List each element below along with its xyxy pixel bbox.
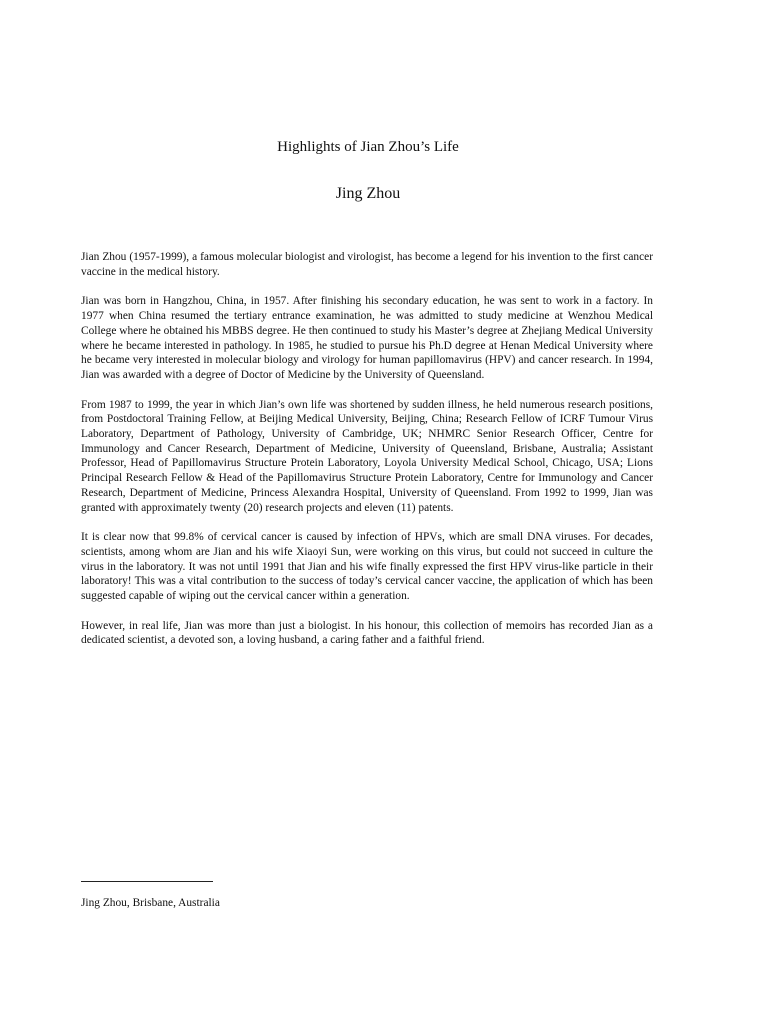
paragraph-hpv-research: It is clear now that 99.8% of cervical cancer is caused by infection of HPVs, which are small DNA viruses. For decades, scientists, among whom are Jian and his wife Xiaoyi Sun, were working on this virus, but could not succeed in culture the virus in the laboratory. It was not until 1991 that Jian and his wife finally expressed the first HPV virus-like particle in their laboratory! This was a vital contribution to the success of today’s cervical cancer vaccine, the application of which has been suggested capable of wiping out the cervical cancer within a generation. xyxy=(81,531,653,603)
paragraph-intro: Jian Zhou (1957-1999), a famous molecular biologist and virologist, has become a legend for his invention to the first cancer vaccine in the medical history. xyxy=(81,251,653,278)
document-title: Highlights of Jian Zhou’s Life xyxy=(277,139,459,155)
paragraph-personal: However, in real life, Jian was more than just a biologist. In his honour, this collection of memoirs has recorded Jian as a dedicated scientist, a devoted son, a loving husband, a caring father and a faithful friend. xyxy=(81,619,653,647)
footnote-divider xyxy=(81,881,213,882)
author-name: Jing Zhou xyxy=(335,185,401,202)
paragraph-career: From 1987 to 1999, the year in which Jian’s own life was shortened by sudden illness, he held numerous research positions, from Postdoctoral Training Fellow, at Beijing Medical University, Beijing, China; Research Fellow of ICRF Tumour Virus Laboratory, Department of Pathology, University of Cambridge, UK; NHMRC Senior Research Officer, Centre for Immunology and Cancer Research, Department of Medicine, University of Queensland, Brisbane, Australia; Assistant Professor, Head of Papillomavirus Structure Protein Laboratory, Loyola University Medical School, Chicago, USA; Lions Principal Research Fellow & Head of the Papillomavirus Structure Protein Laboratory, Centre for Immunology and Cancer Research, Department of Medicine, Princess Alexandra Hospital, University of Queensland. From 1992 to 1999, Jian was granted with approximately twenty (20) research projects and eleven (11) patents. xyxy=(81,398,653,514)
body-text xyxy=(81,250,653,663)
footnote: Jing Zhou, Brisbane, Australia xyxy=(81,897,220,909)
paragraph-education: Jian was born in Hangzhou, China, in 1957. After finishing his secondary education, he was sent to work in a factory. In 1977 when China resumed the tertiary entrance examination, he was admitted to study medicine at Wenzhou Medical College where he obtained his MBBS degree. He then continued to study his Master’s degree at Zhejiang Medical University where he became interested in pathology. In 1985, he studied to pursue his Ph.D degree at Henan Medical University where he became very interested in molecular biology and virology for human papillomavirus (HPV) and cancer research. In 1994, Jian was awarded with a degree of Doctor of Medicine by the University of Queensland. xyxy=(81,295,653,381)
